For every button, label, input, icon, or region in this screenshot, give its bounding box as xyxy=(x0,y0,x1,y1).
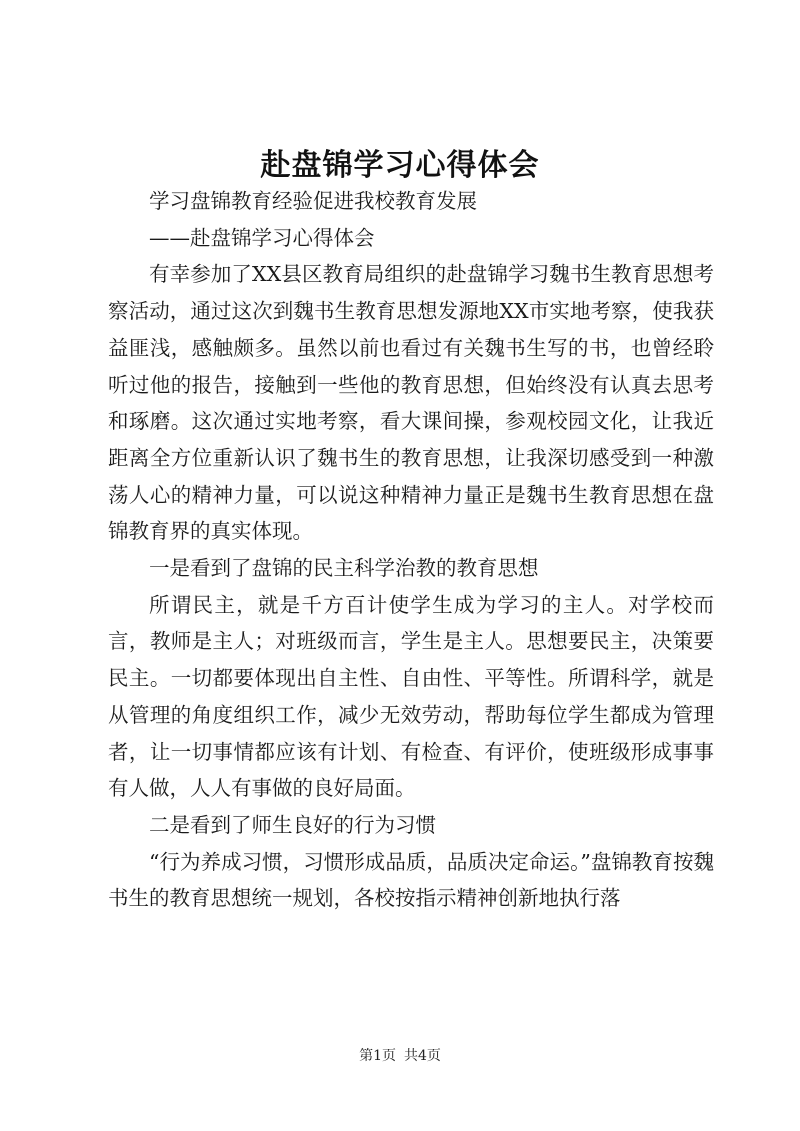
page-total: 共4页 xyxy=(404,1048,441,1064)
page-footer xyxy=(0,1045,800,1065)
paragraph-democracy: 所谓民主，就是千方百计使学生成为学习的主人。对学校而言，教师是主人；对班级而言，学生是主人。思想要民主，决策要民主。一切都要体现出自主性、自由性、平等性。所谓科学，就是从管理的角度组织工作，减少无效劳动，帮助每位学生都成为管理者，让一切事情都应该有计划、有检查、有评价，使班级形成事事有人做，人人有事做的良好局面。 xyxy=(108,592,714,801)
subtitle: 学习盘锦教育经验促进我校教育发展 xyxy=(149,189,477,213)
document-body xyxy=(108,183,714,917)
subtitle-secondary: ——赴盘锦学习心得体会 xyxy=(149,225,375,250)
section-heading-1: 一是看到了盘锦的民主科学治教的教育思想 xyxy=(149,556,539,581)
paragraph-intro: 有幸参加了XX县区教育局组织的赴盘锦学习魏书生教育思想考察活动，通过这次到魏书生教育思想发源地XX市实地考察，使我获益匪浅，感触颇多。虽然以前也看过有关魏书生写的书，也曾经聆听过他的报告，接触到一些他的教育思想，但始终没有认真去思考和琢磨。这次通过实地考察，看大课间操，参观校园文化，让我近距离全方位重新认识了魏书生的教育思想，让我深切感受到一种激荡人心的精神力量，可以说这种精神力量正是魏书生教育思想在盘锦教育界的真实体现。 xyxy=(108,262,714,544)
paragraph-habits: “行为养成习惯，习惯形成品质，品质决定命运。”盘锦教育按魏书生的教育思想统一规划，各校按指示精神创新地执行落 xyxy=(108,849,714,911)
section-heading-2: 二是看到了师生良好的行为习惯 xyxy=(149,812,436,837)
page-number: 第1页 xyxy=(359,1048,396,1064)
document-title: 赴盘锦学习心得体会 xyxy=(260,148,540,183)
